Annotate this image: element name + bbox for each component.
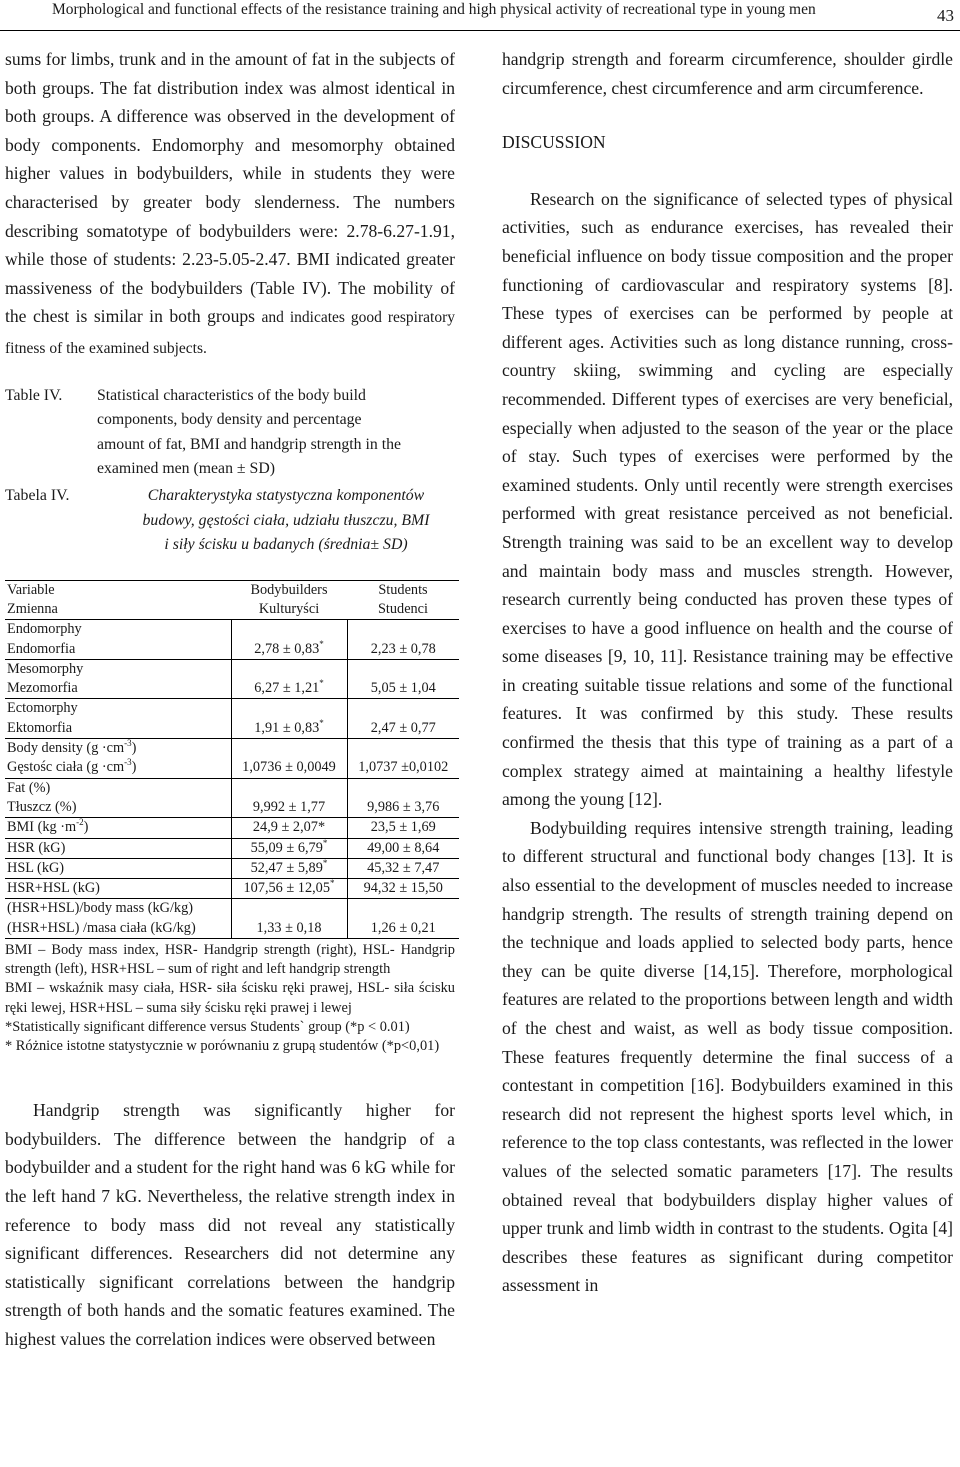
bodybuilders-value: 1,91 ± 0,83* — [231, 699, 347, 739]
running-header — [0, 0, 960, 31]
caption-en-line: examined men (mean ± SD) — [97, 460, 275, 478]
header-variable: Variable Zmienna — [5, 580, 231, 620]
bodybuilders-value: 2,78 ± 0,83* — [231, 620, 347, 660]
handgrip-paragraph: Handgrip strength was significantly higher for bodybuilders. The difference between the handgrip of a bodybuilder and a student for the right hand was 6 kG while for the left hand 7 kG. Nevertheless, the relative strength index in reference to body mass did not reveal any statistically significant differences. Researchers did not determine any statistically significant correlations between the handgrip strength of both hands and the somatic features examined. The highest values the correlation indices were observed between — [5, 1100, 455, 1349]
bodybuilders-value: 24,9 ± 2,07* — [231, 818, 347, 838]
students-value: 1,26 ± 0,21 — [347, 899, 459, 939]
row-label: HSR+HSL (kG) — [5, 879, 231, 899]
table-caption-pl-text — [117, 484, 455, 558]
header-bodybuilders: Bodybuilders Kulturyści — [231, 580, 347, 620]
caption-pl-line: Charakterystyka statystyczna komponentów — [147, 486, 425, 504]
row-label: Fat (%) Tłuszcz (%) — [5, 778, 231, 818]
table-note: *Statistically significant difference versus Students` group (*p < 0.01) — [5, 1018, 410, 1035]
table-caption-en — [5, 384, 455, 482]
table-row — [5, 739, 459, 779]
results-paragraph — [5, 45, 455, 364]
students-value: 2,47 ± 0,77 — [347, 699, 459, 739]
bodybuilders-value: 55,09 ± 6,79* — [231, 838, 347, 858]
caption-pl-line: budowy, gęstości ciała, udziału tłuszczu, BMI — [142, 511, 430, 529]
table-row — [5, 858, 459, 878]
table-note: BMI – Body mass index, HSR- Handgrip strength (right), HSL- Handgrip strength (left), HSR+HSL – sum of right and left handgrip strength — [5, 942, 455, 978]
right-column — [502, 45, 953, 1300]
caption-en-line: Statistical characteristics of the body build — [97, 386, 366, 404]
page-number: 43 — [937, 6, 954, 25]
table-notes — [5, 941, 455, 1056]
row-label: (HSR+HSL)/body mass (kG/kg) (HSR+HSL) /masa ciała (kG/kg) — [5, 899, 231, 939]
results-text: sums for limbs, trunk and in the amount of fat in the subjects of both groups. The fat distribution index was almost identical in both groups. A difference was observed in the development of body components. Endomorphy and mesomorphy obtained higher values in bodybuilders, while in students they were characterised by greater body slenderness. The numbers describing somatotype of bodybuilders were: 2.78-6.27-1.91, while those of students: 2.23-5.05-2.47. BMI indicated greater massiveness of the bodybuilders (Table IV). The mobility of the chest is similar in both groups — [5, 49, 455, 327]
table-row — [5, 620, 459, 660]
bodybuilders-value: 107,56 ± 12,05* — [231, 879, 347, 899]
table-note: * Różnice istotne statystycznie w porównaniu z grupą studentów (*p<0,01) — [5, 1038, 440, 1055]
row-label: Ectomorphy Ektomorfia — [5, 699, 231, 739]
row-label: HSR (kG) — [5, 838, 231, 858]
discussion-paragraph-1: Research on the significance of selected types of physical activities, such as endurance exercises, has revealed their beneficial influence on body tissue composition and the proper functioning of cardiovascular and respiratory systems [8]. These types of exercises can be performed by people at different ages. Activities such as long distance running, cross-country skiing, swimming and cycling are especially recommended. Different types of exercises are very beneficial, especially when adjusted to the season of the year or the place of stay. Such types of exercises were performed by the examined students. Only until recently were strength exercises performed with great resistance perceived as not beneficial. Strength training was said to be an excellent way to develop and maintain body mass and muscles strength. However, research currently being conducted has proven these types of exercises to have a good influence on health and the course of some diseases [9, 10, 11]. Resistance training may be effective in creating suitable tissue relations and some of the functional features. It was confirmed by this study. These results confirmed the thesis that this type of training as a part of a complex strategy aimed at maintaining a healthy lifestyle among the young [12]. — [502, 188, 953, 810]
students-value: 2,23 ± 0,78 — [347, 620, 459, 660]
table-row — [5, 818, 459, 838]
row-label: Endomorphy Endomorfia — [5, 620, 231, 660]
bodybuilders-value: 1,0736 ± 0,0049 — [231, 739, 347, 779]
statistics-table — [5, 580, 459, 939]
table-label-pl: Tabela IV. — [5, 486, 70, 504]
table-label-en: Table IV. — [5, 386, 63, 404]
table-row — [5, 838, 459, 858]
header-students: Students Studenci — [347, 580, 459, 620]
table-row — [5, 659, 459, 699]
students-value: 94,32 ± 15,50 — [347, 879, 459, 899]
table-note: BMI – wskaźnik masy ciała, HSR- siła ścisku ręki prawej, HSL- siła ścisku ręki lewej, HSR+HSL – suma siły ścisku ręki prawej i lewej — [5, 980, 455, 1016]
table-row — [5, 699, 459, 739]
continued-paragraph: handgrip strength and forearm circumference, shoulder girdle circumference, chest circumference and arm circumference. — [502, 49, 953, 98]
students-value: 1,0737 ±0,0102 — [347, 739, 459, 779]
row-label: Body density $(g \cdot cm^{-3})$ Gęstośc ciała $(g \cdot cm^{-3})$ — [5, 739, 231, 779]
table-row — [5, 899, 459, 939]
bodybuilders-value: 1,33 ± 0,18 — [231, 899, 347, 939]
left-column — [5, 45, 455, 1354]
table-row — [5, 778, 459, 818]
students-value: 49,00 ± 8,64 — [347, 838, 459, 858]
bodybuilders-value: 52,47 ± 5,89* — [231, 858, 347, 878]
results-text-tail: and indicates good respiratory fitness of the examined subjects. — [5, 309, 455, 357]
running-title: Morphological and functional effects of the resistance training and high physical activity of recreational type in young men — [52, 1, 816, 18]
bodybuilders-value: 6,27 ± 1,21* — [231, 659, 347, 699]
students-value: 23,5 ± 1,69 — [347, 818, 459, 838]
bodybuilders-value: 9,992 ± 1,77 — [231, 778, 347, 818]
caption-pl-line: i siły ścisku u badanych (średnia± SD) — [164, 536, 408, 554]
section-heading-discussion: DISCUSSION — [502, 132, 606, 153]
row-label: Mesomorphy Mezomorfia — [5, 659, 231, 699]
students-value: 45,32 ± 7,47 — [347, 858, 459, 878]
table-row — [5, 879, 459, 899]
table-caption-pl — [5, 484, 455, 558]
students-value: 9,986 ± 3,76 — [347, 778, 459, 818]
row-label: HSL (kG) — [5, 858, 231, 878]
caption-en-line: amount of fat, BMI and handgrip strength in the — [97, 435, 402, 453]
table-header-row — [5, 580, 459, 620]
table-caption-en-text — [97, 384, 455, 482]
students-value: 5,05 ± 1,04 — [347, 659, 459, 699]
row-label: BMI $(kg \cdot m^{-2})$ — [5, 818, 231, 838]
caption-en-line: components, body density and percentage — [97, 411, 362, 429]
discussion-paragraph-2: Bodybuilding requires intensive strength training, leading to different structural and functional body changes [13]. It is also essential to the development of muscles needed to increase handgrip strength. The results of strength training depend on the technique and loads applied to selected body parts, hence they can be quite diverse [14,15]. Therefore, morphological features are related to the proportions between length and width of the chest and waist, as well as body tissue composition. These features frequently determine the final success of a contestant in competition [16]. Bodybuilders examined in this research did not represent the highest sports level which, in reference to the top class contestants, was reflected in the lower values of the selected somatic parameters [17]. The results obtained reveal that bodybuilders display higher values of upper trunk and limb width in contrast to the students. Ogita [4] describes these features as significant during competitor assessment in — [502, 817, 953, 1296]
